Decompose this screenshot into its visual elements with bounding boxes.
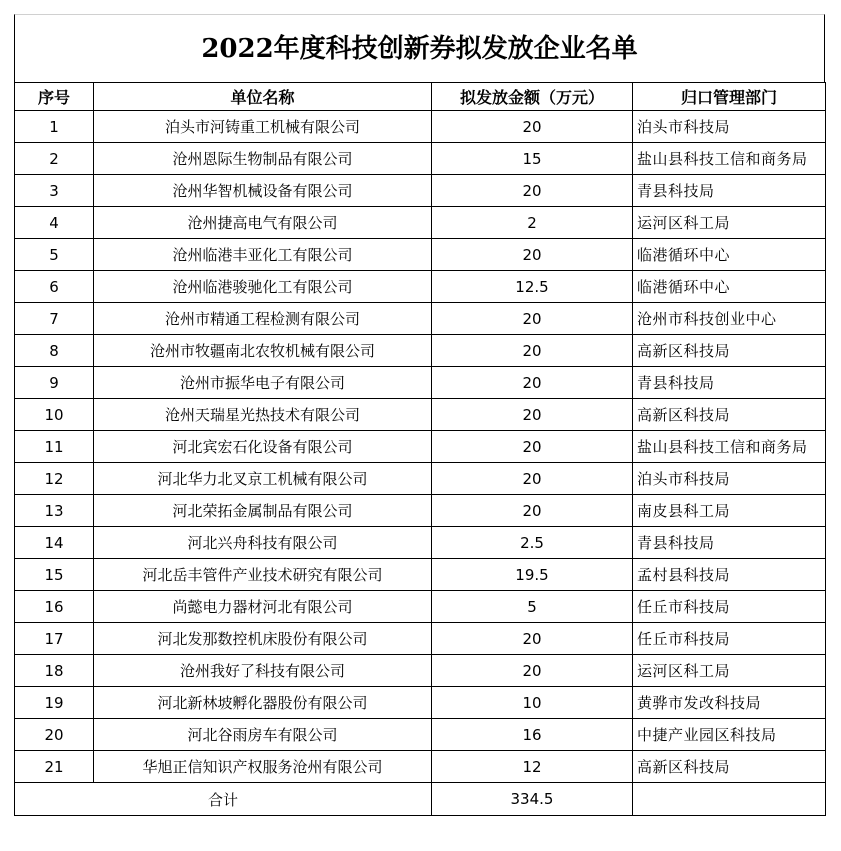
cell-company: 尚懿电力器材河北有限公司 [94, 591, 432, 623]
company-table [14, 82, 826, 816]
cell-amount: 12 [432, 751, 633, 783]
table-row [15, 239, 826, 271]
cell-department: 高新区科技局 [633, 751, 826, 783]
cell-amount: 20 [432, 495, 633, 527]
cell-company: 沧州我好了科技有限公司 [94, 655, 432, 687]
cell-amount: 19.5 [432, 559, 633, 591]
cell-index: 1 [15, 111, 94, 143]
cell-company: 沧州恩际生物制品有限公司 [94, 143, 432, 175]
cell-index: 7 [15, 303, 94, 335]
cell-company: 沧州市精通工程检测有限公司 [94, 303, 432, 335]
cell-amount: 15 [432, 143, 633, 175]
cell-amount: 20 [432, 111, 633, 143]
table-row [15, 271, 826, 303]
cell-company: 河北谷雨房车有限公司 [94, 719, 432, 751]
header-index: 序号 [15, 83, 94, 111]
cell-index: 10 [15, 399, 94, 431]
spreadsheet [14, 14, 825, 816]
cell-amount: 20 [432, 175, 633, 207]
cell-department: 临港循环中心 [633, 271, 826, 303]
table-row [15, 175, 826, 207]
table-row [15, 335, 826, 367]
table-row [15, 527, 826, 559]
cell-company: 河北兴舟科技有限公司 [94, 527, 432, 559]
table-row [15, 623, 826, 655]
cell-index: 15 [15, 559, 94, 591]
cell-amount: 16 [432, 719, 633, 751]
cell-company: 河北宾宏石化设备有限公司 [94, 431, 432, 463]
cell-amount: 20 [432, 303, 633, 335]
table-row [15, 399, 826, 431]
cell-amount: 20 [432, 623, 633, 655]
cell-company: 华旭正信知识产权服务沧州有限公司 [94, 751, 432, 783]
cell-department: 青县科技局 [633, 175, 826, 207]
cell-index: 13 [15, 495, 94, 527]
table-body [15, 111, 826, 783]
table-row [15, 143, 826, 175]
cell-department: 黄骅市发改科技局 [633, 687, 826, 719]
cell-index: 11 [15, 431, 94, 463]
table-row [15, 431, 826, 463]
cell-index: 16 [15, 591, 94, 623]
table-row [15, 687, 826, 719]
cell-department: 青县科技局 [633, 527, 826, 559]
cell-index: 2 [15, 143, 94, 175]
cell-company: 河北发那数控机床股份有限公司 [94, 623, 432, 655]
table-row [15, 751, 826, 783]
page-title: 2022年度科技创新券拟发放企业名单 [14, 14, 825, 82]
cell-department: 青县科技局 [633, 367, 826, 399]
cell-company: 沧州临港丰亚化工有限公司 [94, 239, 432, 271]
cell-index: 8 [15, 335, 94, 367]
cell-index: 18 [15, 655, 94, 687]
cell-index: 20 [15, 719, 94, 751]
table-row [15, 463, 826, 495]
cell-company: 河北岳丰管件产业技术研究有限公司 [94, 559, 432, 591]
cell-index: 12 [15, 463, 94, 495]
table-row [15, 559, 826, 591]
cell-company: 沧州华智机械设备有限公司 [94, 175, 432, 207]
cell-amount: 12.5 [432, 271, 633, 303]
cell-department: 泊头市科技局 [633, 463, 826, 495]
cell-amount: 10 [432, 687, 633, 719]
cell-index: 5 [15, 239, 94, 271]
table-row [15, 111, 826, 143]
cell-department: 盐山县科技工信和商务局 [633, 143, 826, 175]
cell-company: 沧州天瑞星光热技术有限公司 [94, 399, 432, 431]
cell-department: 任丘市科技局 [633, 623, 826, 655]
cell-department: 孟村县科技局 [633, 559, 826, 591]
cell-amount: 2 [432, 207, 633, 239]
cell-amount: 20 [432, 655, 633, 687]
cell-company: 沧州市振华电子有限公司 [94, 367, 432, 399]
cell-department: 高新区科技局 [633, 399, 826, 431]
cell-department: 中捷产业园区科技局 [633, 719, 826, 751]
header-amount: 拟发放金额（万元） [432, 83, 633, 111]
cell-amount: 20 [432, 367, 633, 399]
cell-company: 河北华力北叉京工机械有限公司 [94, 463, 432, 495]
cell-department: 任丘市科技局 [633, 591, 826, 623]
cell-amount: 2.5 [432, 527, 633, 559]
table-row [15, 495, 826, 527]
cell-index: 17 [15, 623, 94, 655]
cell-index: 19 [15, 687, 94, 719]
cell-department: 运河区科工局 [633, 655, 826, 687]
header-row [15, 83, 826, 111]
cell-department: 盐山县科技工信和商务局 [633, 431, 826, 463]
cell-company: 沧州捷高电气有限公司 [94, 207, 432, 239]
total-label: 合计 [15, 783, 432, 816]
header-department: 归口管理部门 [633, 83, 826, 111]
table-row [15, 591, 826, 623]
cell-company: 泊头市河铸重工机械有限公司 [94, 111, 432, 143]
table-row [15, 655, 826, 687]
cell-department: 南皮县科工局 [633, 495, 826, 527]
cell-index: 6 [15, 271, 94, 303]
cell-amount: 20 [432, 239, 633, 271]
total-amount: 334.5 [432, 783, 633, 816]
cell-index: 21 [15, 751, 94, 783]
cell-index: 14 [15, 527, 94, 559]
cell-department: 泊头市科技局 [633, 111, 826, 143]
table-row [15, 303, 826, 335]
cell-department: 高新区科技局 [633, 335, 826, 367]
cell-amount: 20 [432, 463, 633, 495]
total-department [633, 783, 826, 816]
cell-company: 河北新林坡孵化器股份有限公司 [94, 687, 432, 719]
cell-index: 4 [15, 207, 94, 239]
cell-department: 运河区科工局 [633, 207, 826, 239]
total-row [15, 783, 826, 816]
cell-amount: 20 [432, 431, 633, 463]
cell-company: 沧州市牧疆南北农牧机械有限公司 [94, 335, 432, 367]
table-row [15, 367, 826, 399]
cell-amount: 5 [432, 591, 633, 623]
table-row [15, 719, 826, 751]
cell-company: 沧州临港骏驰化工有限公司 [94, 271, 432, 303]
cell-index: 3 [15, 175, 94, 207]
cell-amount: 20 [432, 335, 633, 367]
cell-department: 临港循环中心 [633, 239, 826, 271]
cell-amount: 20 [432, 399, 633, 431]
table-row [15, 207, 826, 239]
header-company: 单位名称 [94, 83, 432, 111]
cell-company: 河北荣拓金属制品有限公司 [94, 495, 432, 527]
cell-index: 9 [15, 367, 94, 399]
cell-department: 沧州市科技创业中心 [633, 303, 826, 335]
